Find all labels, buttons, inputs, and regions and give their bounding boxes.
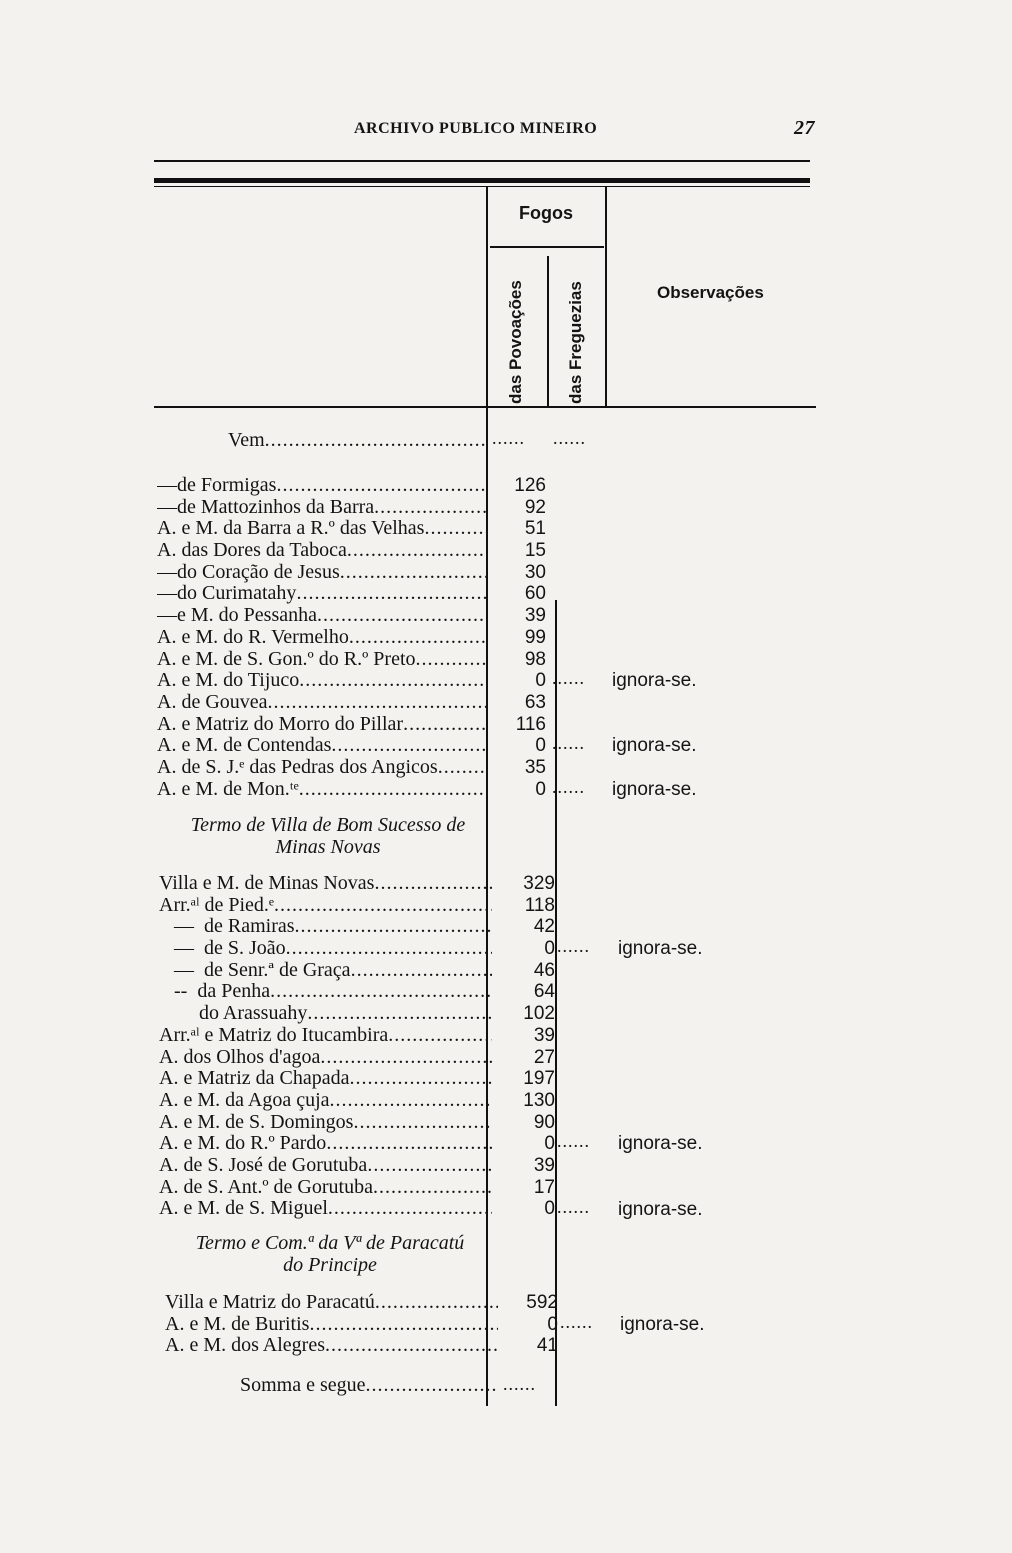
leader-dots — [349, 627, 488, 649]
table-row — [159, 1112, 492, 1134]
leader-dots — [286, 938, 492, 960]
povoacoes-value: 39 — [533, 1154, 555, 1176]
block1-names — [157, 475, 488, 800]
place-name: A. e M. de S. Gon.º do R.º Preto — [157, 648, 416, 670]
place-name: — de Senr.ª de Graça — [159, 959, 351, 981]
povoacoes-value: 39 — [533, 1024, 555, 1046]
table-row — [159, 1068, 492, 1090]
place-name: do Arassuahy — [159, 1003, 308, 1025]
place-name: Villa e M. de Minas Novas — [159, 873, 375, 894]
povoacoes-value: 27 — [533, 1046, 555, 1068]
povoacoes-value: 102 — [523, 1003, 555, 1025]
table-row — [157, 540, 488, 562]
povoacoes-value: 0 — [544, 1198, 555, 1220]
table-row — [157, 562, 488, 584]
table-row — [157, 605, 488, 627]
povoacoes-value: 51 — [524, 518, 546, 540]
place-name: A. e M. da Barra a R.º das Velhas — [157, 518, 425, 540]
place-name: Arr.ᵃˡ de Pied.ᵉ — [159, 894, 275, 916]
observation-note: ignora-se. — [618, 1198, 703, 1220]
table-row — [159, 1090, 492, 1112]
obs-leader-dots: ...... — [557, 936, 590, 957]
table-row — [159, 1177, 492, 1199]
table-row — [159, 916, 492, 938]
leader-dots — [325, 1335, 498, 1357]
observation-note: ignora-se. — [612, 735, 697, 757]
place-name: -- da Penha — [159, 981, 271, 1003]
table-row — [159, 1155, 492, 1177]
table-row — [157, 670, 488, 692]
leader-dots — [330, 1090, 492, 1112]
vem-pov: ...... — [492, 428, 525, 448]
leader-dots — [374, 873, 492, 895]
povoacoes-value: 60 — [524, 583, 546, 605]
table-row — [159, 895, 492, 917]
observation-note: ignora-se. — [612, 670, 697, 692]
section2-title-line1: Termo de Villa de Bom Sucesso de — [190, 814, 466, 836]
povoacoes-value: 30 — [524, 561, 546, 583]
leader-dots — [373, 1177, 492, 1199]
place-name: A. e M. do R.º Pardo — [159, 1133, 327, 1155]
leader-dots — [403, 714, 488, 736]
povoacoes-value: 118 — [524, 894, 555, 916]
section2-title — [158, 814, 498, 858]
block2-names — [159, 873, 492, 1220]
povoacoes-value: 90 — [533, 1111, 555, 1133]
header-rule-thin — [154, 160, 810, 162]
povoacoes-value: 0 — [544, 1133, 555, 1155]
povoacoes-value: 98 — [524, 648, 546, 670]
povoacoes-value: 39 — [524, 605, 546, 627]
place-name: A. e M. dos Alegres — [165, 1335, 325, 1357]
col-rule-mid-top — [547, 256, 549, 408]
somma-row — [240, 1375, 498, 1397]
place-name: Arr.ᵃˡ e Matriz do Itucambira — [159, 1024, 389, 1046]
leader-dots — [274, 895, 492, 917]
leader-dots — [424, 518, 488, 540]
table-row — [157, 714, 488, 736]
table-row — [159, 1198, 492, 1220]
povoacoes-value: 17 — [533, 1176, 555, 1198]
leader-dots — [328, 1198, 492, 1220]
block1-values — [500, 475, 546, 800]
table-row — [157, 735, 488, 757]
leader-dots — [340, 562, 488, 584]
leader-dots — [351, 960, 492, 982]
section3-title — [160, 1232, 500, 1276]
place-name: A. de Gouvea — [157, 691, 268, 713]
fogos-header: Fogos — [519, 203, 573, 223]
place-name: A. de S. J.ᵉ das Pedras dos Angicos — [157, 756, 438, 778]
table-row — [157, 757, 488, 779]
leader-dots — [416, 649, 488, 671]
table-row — [165, 1314, 498, 1336]
table-row — [159, 1025, 492, 1047]
col-rule-mid — [555, 600, 557, 1406]
place-name: A. dos Olhos d'agoa — [159, 1046, 321, 1068]
povoacoes-value: 46 — [533, 959, 555, 981]
place-name: A. das Dores da Taboca — [157, 540, 347, 562]
place-name: —e M. do Pessanha — [157, 605, 317, 627]
table-row — [165, 1292, 498, 1314]
place-name: A. e M. de Mon.ᵗᵉ — [157, 778, 299, 800]
freguezias-header: das Freguezias — [566, 281, 585, 404]
section3-title-line1: Termo e Com.ª da Vª de Paracatú — [195, 1232, 465, 1254]
leader-dots — [349, 1068, 492, 1090]
place-name: A. de S. José de Gorutuba — [159, 1154, 368, 1176]
place-name: —de Mattozinhos da Barra — [157, 496, 375, 518]
table-row — [157, 583, 488, 605]
place-name: Villa e Matriz do Paracatú — [165, 1292, 375, 1313]
place-name: A. e M. de S. Domingos — [159, 1111, 354, 1133]
table-row — [157, 497, 488, 519]
obs-leader-dots: ...... — [557, 1131, 590, 1152]
header-rule-thick — [154, 178, 810, 183]
leader-dots — [265, 430, 486, 452]
observation-note: ignora-se. — [618, 1133, 703, 1155]
obs-leader-dots: ...... — [552, 733, 585, 754]
leader-dots — [270, 981, 492, 1003]
povoacoes-value: 99 — [524, 626, 546, 648]
place-name: A. e Matriz do Morro do Pillar — [157, 713, 404, 735]
table-row — [159, 1003, 492, 1025]
leader-dots — [367, 1155, 492, 1177]
leader-dots — [438, 757, 488, 779]
leader-dots — [331, 735, 488, 757]
leader-dots — [299, 779, 488, 801]
table-row — [157, 518, 488, 540]
leader-dots — [320, 1047, 492, 1069]
table-row — [165, 1335, 498, 1357]
povoacoes-value: 35 — [524, 756, 546, 778]
place-name: —do Coração de Jesus — [157, 561, 340, 583]
col-rule-right — [605, 186, 607, 408]
povoacoes-value: 592 — [526, 1292, 558, 1313]
vem-label: Vem — [228, 430, 265, 451]
place-name: — de Ramiras — [159, 916, 295, 938]
vem-freg: ...... — [553, 428, 586, 448]
leader-dots — [317, 605, 488, 627]
table-row — [159, 1047, 492, 1069]
somma-label: Somma e segue — [240, 1375, 366, 1396]
leader-dots — [388, 1025, 492, 1047]
table-row — [157, 627, 488, 649]
observation-note: ignora-se. — [618, 938, 703, 960]
povoacoes-value: 126 — [514, 475, 546, 496]
block3-names — [165, 1292, 498, 1357]
povoacoes-value: 0 — [535, 778, 546, 800]
leader-dots — [326, 1133, 492, 1155]
place-name: —de Formigas — [157, 475, 277, 496]
leader-dots — [375, 1292, 498, 1314]
obs-leader-dots: ...... — [557, 1196, 590, 1217]
povoacoes-value: 41 — [536, 1335, 558, 1357]
povoacoes-header: das Povoações — [506, 280, 525, 404]
table-row — [157, 779, 488, 801]
povoacoes-value: 0 — [535, 670, 546, 692]
place-name: A. e Matriz da Chapada — [159, 1068, 350, 1090]
povoacoes-value: 64 — [533, 981, 555, 1003]
leader-dots — [309, 1314, 498, 1336]
leader-dots — [353, 1112, 492, 1134]
block2-values — [505, 873, 555, 1220]
place-name: A. e M. de Buritis — [165, 1313, 310, 1335]
place-name: A. e M. da Agoa çuja — [159, 1089, 330, 1111]
table-row — [159, 960, 492, 982]
povoacoes-value: 15 — [524, 540, 546, 562]
table-row — [159, 981, 492, 1003]
obs-leader-dots: ...... — [552, 776, 585, 797]
obs-leader-dots: ...... — [552, 668, 585, 689]
povoacoes-value: 42 — [533, 916, 555, 938]
section2-title-line2: Minas Novas — [275, 836, 381, 858]
table-row — [157, 649, 488, 671]
vem-row — [228, 430, 486, 452]
povoacoes-value: 116 — [515, 713, 546, 735]
povoacoes-value: 0 — [535, 735, 546, 757]
table-row — [157, 692, 488, 714]
povoacoes-value: 130 — [523, 1089, 555, 1111]
table-row — [159, 1133, 492, 1155]
place-name: — de S. João — [159, 938, 286, 960]
place-name: A. de S. Ant.º de Gorutuba — [159, 1176, 373, 1198]
header-bottom-rule — [154, 406, 816, 408]
table-row — [159, 938, 492, 960]
povoacoes-value: 92 — [524, 496, 546, 518]
page-number: 27 — [794, 117, 815, 139]
povoacoes-value: 197 — [523, 1068, 555, 1090]
block3-values — [508, 1292, 558, 1357]
table-row — [157, 475, 488, 497]
table-row — [159, 873, 492, 895]
leader-dots — [347, 540, 488, 562]
place-name: A. e M. de Contendas — [157, 735, 332, 757]
header-rule-under — [154, 186, 810, 187]
running-title: ARCHIVO PUBLICO MINEIRO — [354, 120, 598, 137]
leader-dots — [295, 916, 492, 938]
leader-dots — [366, 1375, 498, 1397]
place-name: —do Curimatahy — [157, 583, 297, 605]
leader-dots — [374, 497, 488, 519]
leader-dots — [307, 1003, 492, 1025]
observation-note: ignora-se. — [620, 1313, 705, 1335]
place-name: A. e M. de S. Miguel — [159, 1198, 328, 1220]
fogos-rule — [490, 246, 604, 248]
leader-dots — [268, 692, 488, 714]
povoacoes-value: 0 — [544, 938, 555, 960]
section3-title-line2: do Principe — [283, 1254, 377, 1276]
somma-pov: ...... — [503, 1374, 536, 1394]
leader-dots — [299, 670, 488, 692]
observacoes-header: Observações — [657, 283, 764, 302]
povoacoes-value: 0 — [547, 1313, 558, 1335]
observation-note: ignora-se. — [612, 778, 697, 800]
leader-dots — [296, 583, 488, 605]
obs-leader-dots: ...... — [560, 1311, 593, 1332]
leader-dots — [276, 475, 488, 497]
povoacoes-value: 63 — [524, 691, 546, 713]
place-name: A. e M. do Tijuco — [157, 670, 300, 692]
povoacoes-value: 329 — [523, 873, 555, 894]
place-name: A. e M. do R. Vermelho — [157, 626, 349, 648]
